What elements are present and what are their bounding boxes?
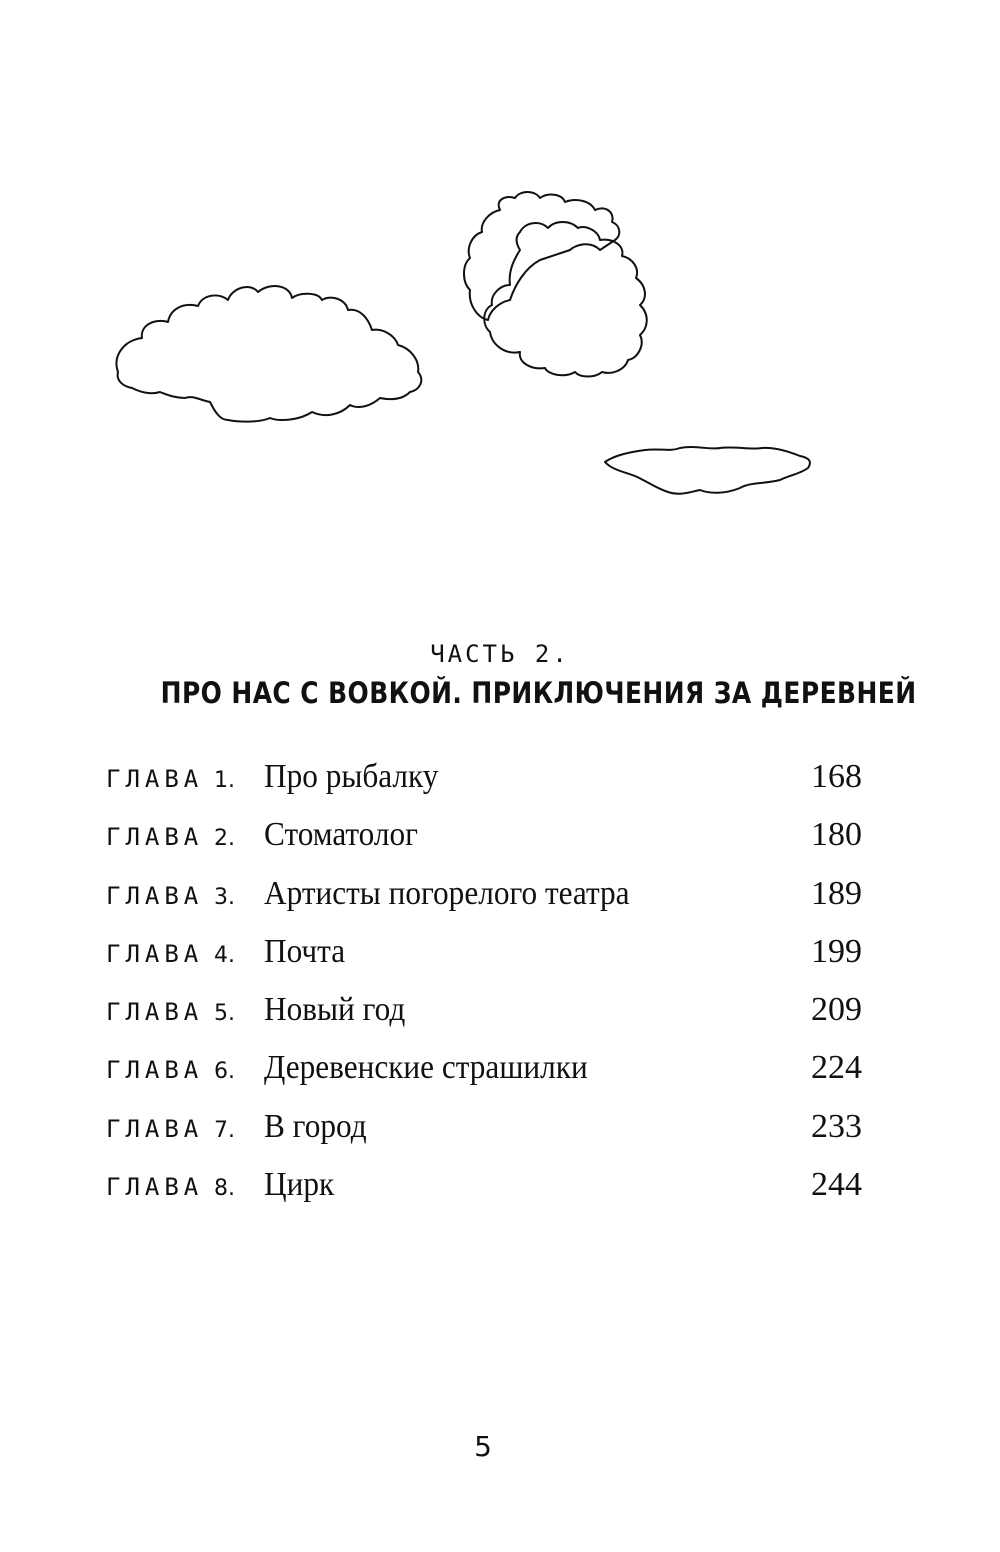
chapter-word: ГЛАВА <box>106 1173 204 1202</box>
chapter-page: 189 <box>811 874 862 912</box>
toc-row[interactable] <box>106 933 862 991</box>
page-number: 5 <box>474 1430 492 1463</box>
chapter-title: Цирк <box>264 1166 335 1204</box>
toc-row[interactable] <box>106 758 862 816</box>
chapter-title: Новый год <box>264 991 406 1029</box>
chapter-page: 168 <box>811 758 862 795</box>
chapter-page: 199 <box>811 932 862 970</box>
cloud-bottom-right <box>605 447 810 494</box>
chapter-page: 209 <box>811 991 862 1029</box>
chapter-word: ГЛАВА <box>106 1114 204 1143</box>
cloud-left <box>117 286 422 422</box>
chapter-title: Про рыбалку <box>264 758 439 795</box>
chapter-word: ГЛАВА <box>106 1056 204 1085</box>
chapter-number: 4. <box>214 942 235 968</box>
chapter-number: 3. <box>214 884 235 910</box>
chapter-word: ГЛАВА <box>106 939 204 968</box>
table-of-contents <box>106 758 862 1224</box>
chapter-number: 1. <box>214 768 235 793</box>
toc-row[interactable] <box>106 875 862 933</box>
toc-row[interactable] <box>106 991 862 1049</box>
clouds-illustration <box>0 0 1000 560</box>
toc-row[interactable] <box>106 1049 862 1107</box>
chapter-number: 7. <box>214 1117 235 1143</box>
toc-row[interactable] <box>106 1166 862 1224</box>
chapter-page: 224 <box>811 1049 862 1087</box>
chapter-title: Деревенские страшилки <box>264 1049 588 1087</box>
chapter-page: 180 <box>811 816 862 854</box>
chapter-word: ГЛАВА <box>106 823 204 852</box>
chapter-word: ГЛАВА <box>106 881 204 910</box>
chapter-title: Почта <box>264 932 346 970</box>
toc-row[interactable] <box>106 1108 862 1166</box>
part-title: ПРО НАС С ВОВКОЙ. ПРИКЛЮЧЕНИЯ ЗА ДЕРЕВНЕЙ <box>160 676 917 710</box>
chapter-number: 6. <box>214 1059 235 1085</box>
part-label: ЧАСТЬ 2. <box>430 640 570 668</box>
chapter-number: 8. <box>214 1176 235 1202</box>
cloud-top-right-back <box>464 192 619 320</box>
toc-row[interactable] <box>106 816 862 874</box>
chapter-word: ГЛАВА <box>106 765 204 793</box>
cloud-top-right-front <box>484 222 647 377</box>
chapter-word: ГЛАВА <box>106 998 204 1027</box>
chapter-title: Стоматолог <box>264 816 418 854</box>
chapter-title: Артисты погорелого театра <box>264 874 630 912</box>
chapter-number: 5. <box>214 1001 235 1027</box>
chapter-page: 233 <box>811 1107 862 1145</box>
chapter-page: 244 <box>811 1166 862 1204</box>
chapter-title: В город <box>264 1107 367 1145</box>
chapter-number: 2. <box>214 826 235 852</box>
